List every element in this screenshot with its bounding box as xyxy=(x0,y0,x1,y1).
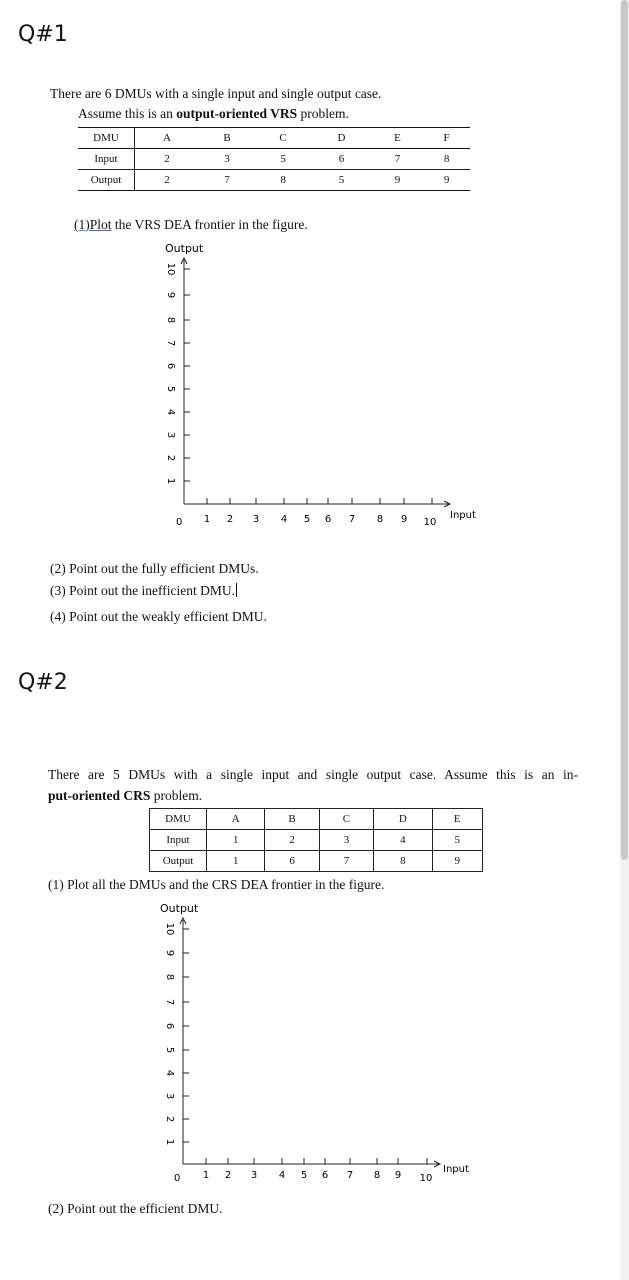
q1-header-a: A xyxy=(135,128,200,149)
q2-x-tick-label: 10 xyxy=(419,1173,433,1184)
q1-part1-rest: the VRS DEA frontier in the figure. xyxy=(111,217,308,232)
q1-input-c: 5 xyxy=(255,149,311,170)
q1-table-input-row xyxy=(78,149,470,170)
q2-y-tick-label: 3 xyxy=(164,1092,175,1100)
q1-output-a: 2 xyxy=(135,170,200,191)
q1-dmu-table xyxy=(78,127,470,191)
q2-header-dmu: DMU xyxy=(150,809,207,830)
q2-table-output-row xyxy=(150,851,483,872)
q2-x-tick-label: 4 xyxy=(278,1170,286,1181)
q2-x-tick-label: 8 xyxy=(373,1170,381,1181)
q2-input-b: 2 xyxy=(265,830,319,851)
q1-y-tick-label: 4 xyxy=(165,408,176,416)
q2-output-d: 8 xyxy=(374,851,432,872)
q1-table-output-row xyxy=(78,170,470,191)
q1-header-dmu: DMU xyxy=(78,128,135,149)
q2-intro-bold: put-oriented CRS xyxy=(48,788,151,803)
q2-intro-line1: There are 5 DMUs with a single input and single output case. Assume this is an in- xyxy=(48,767,578,782)
q2-input-e: 5 xyxy=(432,830,482,851)
q1-part2: (2) Point out the fully efficient DMUs. xyxy=(50,561,259,576)
q2-header-a: A xyxy=(207,809,265,830)
q1-intro: There are 6 DMUs with a single input and single output case. xyxy=(50,86,382,101)
scrollbar-track[interactable] xyxy=(620,0,629,1280)
q2-y-axis-title: Output xyxy=(160,902,199,915)
q1-part1-word: Plot xyxy=(89,217,112,232)
q2-intro-rest: problem. xyxy=(150,788,203,803)
q2-y-tick-label: 4 xyxy=(164,1069,175,1077)
q1-output-d: 5 xyxy=(311,170,372,191)
q2-x-axis-title: Input xyxy=(443,1164,469,1175)
q2-axes-figure xyxy=(150,898,490,1193)
q2-origin-label: 0 xyxy=(174,1173,181,1184)
q2-part1: (1) Plot all the DMUs and the CRS DEA frontier in the figure. xyxy=(48,877,385,892)
q1-output-label: Output xyxy=(78,170,135,191)
q1-y-tick-label: 3 xyxy=(165,431,176,439)
q2-x-tick-label: 5 xyxy=(300,1170,308,1181)
q1-part1-num: (1) xyxy=(74,217,90,232)
q1-part1 xyxy=(74,217,308,233)
q1-x-ticks xyxy=(204,498,437,528)
q1-y-tick-label: 1 xyxy=(165,477,176,485)
q1-input-a: 2 xyxy=(135,149,200,170)
q2-y-tick-label: 2 xyxy=(164,1115,175,1123)
q2-header-d: D xyxy=(374,809,432,830)
q1-y-ticks xyxy=(165,263,190,485)
q1-y-axis-title: Output xyxy=(165,242,204,255)
q2-x-tick-label: 9 xyxy=(394,1170,402,1181)
q1-x-tick-label: 4 xyxy=(280,514,288,525)
q1-x-axis xyxy=(184,501,450,507)
q2-table-header-row xyxy=(150,809,483,830)
q1-input-d: 6 xyxy=(311,149,372,170)
q1-output-c: 8 xyxy=(255,170,311,191)
q2-input-label: Input xyxy=(150,830,207,851)
q2-y-ticks xyxy=(164,923,189,1146)
q1-table-header-row xyxy=(78,128,470,149)
q1-assume-prefix: Assume this is an xyxy=(78,106,177,121)
q2-x-tick-label: 1 xyxy=(202,1170,210,1181)
q1-y-tick-label: 8 xyxy=(165,316,176,324)
q2-output-c: 7 xyxy=(319,851,373,872)
q1-header-d: D xyxy=(311,128,372,149)
q2-y-tick-label: 10 xyxy=(164,922,175,936)
q1-x-tick-label: 3 xyxy=(252,514,260,525)
q1-x-tick-label: 10 xyxy=(423,517,437,528)
q2-input-d: 4 xyxy=(374,830,432,851)
q2-heading: Q#2 xyxy=(18,670,68,695)
q1-assumption xyxy=(78,106,349,122)
q1-input-f: 8 xyxy=(423,149,470,170)
q1-x-tick-label: 6 xyxy=(324,514,332,525)
q2-header-e: E xyxy=(432,809,482,830)
q2-dmu-table xyxy=(149,808,483,872)
q2-x-tick-label: 3 xyxy=(250,1170,258,1181)
q2-y-tick-label: 9 xyxy=(164,949,175,957)
q2-x-tick-label: 2 xyxy=(224,1170,232,1181)
q2-header-c: C xyxy=(319,809,373,830)
q1-x-tick-label: 8 xyxy=(376,514,384,525)
q1-output-b: 7 xyxy=(199,170,255,191)
q2-output-label: Output xyxy=(150,851,207,872)
q2-y-tick-label: 8 xyxy=(164,973,175,981)
q2-intro-line2 xyxy=(48,788,202,804)
q2-output-b: 6 xyxy=(265,851,319,872)
q2-header-b: B xyxy=(265,809,319,830)
q1-part4: (4) Point out the weakly efficient DMU. xyxy=(50,609,267,624)
q1-y-tick-label: 7 xyxy=(165,339,176,347)
text-cursor xyxy=(236,583,237,597)
q1-y-tick-label: 2 xyxy=(165,454,176,462)
q2-y-tick-label: 7 xyxy=(164,998,175,1006)
q2-y-tick-label: 5 xyxy=(164,1046,175,1054)
q2-y-tick-label: 1 xyxy=(164,1138,175,1146)
q2-input-a: 1 xyxy=(207,830,265,851)
q1-x-axis-title: Input xyxy=(450,510,476,521)
q1-part3-text: (3) Point out the inefficient DMU. xyxy=(50,583,235,598)
q1-y-tick-label: 10 xyxy=(165,262,176,276)
q1-output-e: 9 xyxy=(372,170,423,191)
q1-x-tick-label: 5 xyxy=(303,514,311,525)
q1-header-e: E xyxy=(372,128,423,149)
q1-axes-figure xyxy=(150,238,490,533)
q1-input-b: 3 xyxy=(199,149,255,170)
q2-x-axis xyxy=(183,1161,440,1167)
q1-header-f: F xyxy=(423,128,470,149)
q2-y-axis xyxy=(180,918,186,1164)
q2-output-a: 1 xyxy=(207,851,265,872)
q1-assume-bold: output-oriented VRS xyxy=(176,106,298,121)
q2-x-tick-label: 7 xyxy=(346,1170,354,1181)
scrollbar-thumb[interactable] xyxy=(621,0,628,860)
q1-origin-label: 0 xyxy=(176,517,183,528)
q1-output-f: 9 xyxy=(423,170,470,191)
q2-input-c: 3 xyxy=(319,830,373,851)
q1-heading: Q#1 xyxy=(18,22,68,47)
q1-x-tick-label: 7 xyxy=(348,514,356,525)
q1-header-b: B xyxy=(199,128,255,149)
q1-y-tick-label: 6 xyxy=(165,362,176,370)
q1-part3 xyxy=(50,583,237,599)
q2-part2: (2) Point out the efficient DMU. xyxy=(48,1201,223,1216)
q1-x-tick-label: 9 xyxy=(400,514,408,525)
q2-x-tick-label: 6 xyxy=(321,1170,329,1181)
q2-table-input-row xyxy=(150,830,483,851)
q2-output-e: 9 xyxy=(432,851,482,872)
q1-y-tick-label: 9 xyxy=(165,291,176,299)
q1-input-label: Input xyxy=(78,149,135,170)
q1-x-tick-label: 2 xyxy=(226,514,234,525)
q2-x-ticks xyxy=(203,1158,433,1184)
q1-input-e: 7 xyxy=(372,149,423,170)
q1-y-tick-label: 5 xyxy=(165,385,176,393)
q1-header-c: C xyxy=(255,128,311,149)
q2-y-tick-label: 6 xyxy=(164,1022,175,1030)
q1-assume-suffix: problem. xyxy=(297,106,349,121)
q1-x-tick-label: 1 xyxy=(203,514,211,525)
